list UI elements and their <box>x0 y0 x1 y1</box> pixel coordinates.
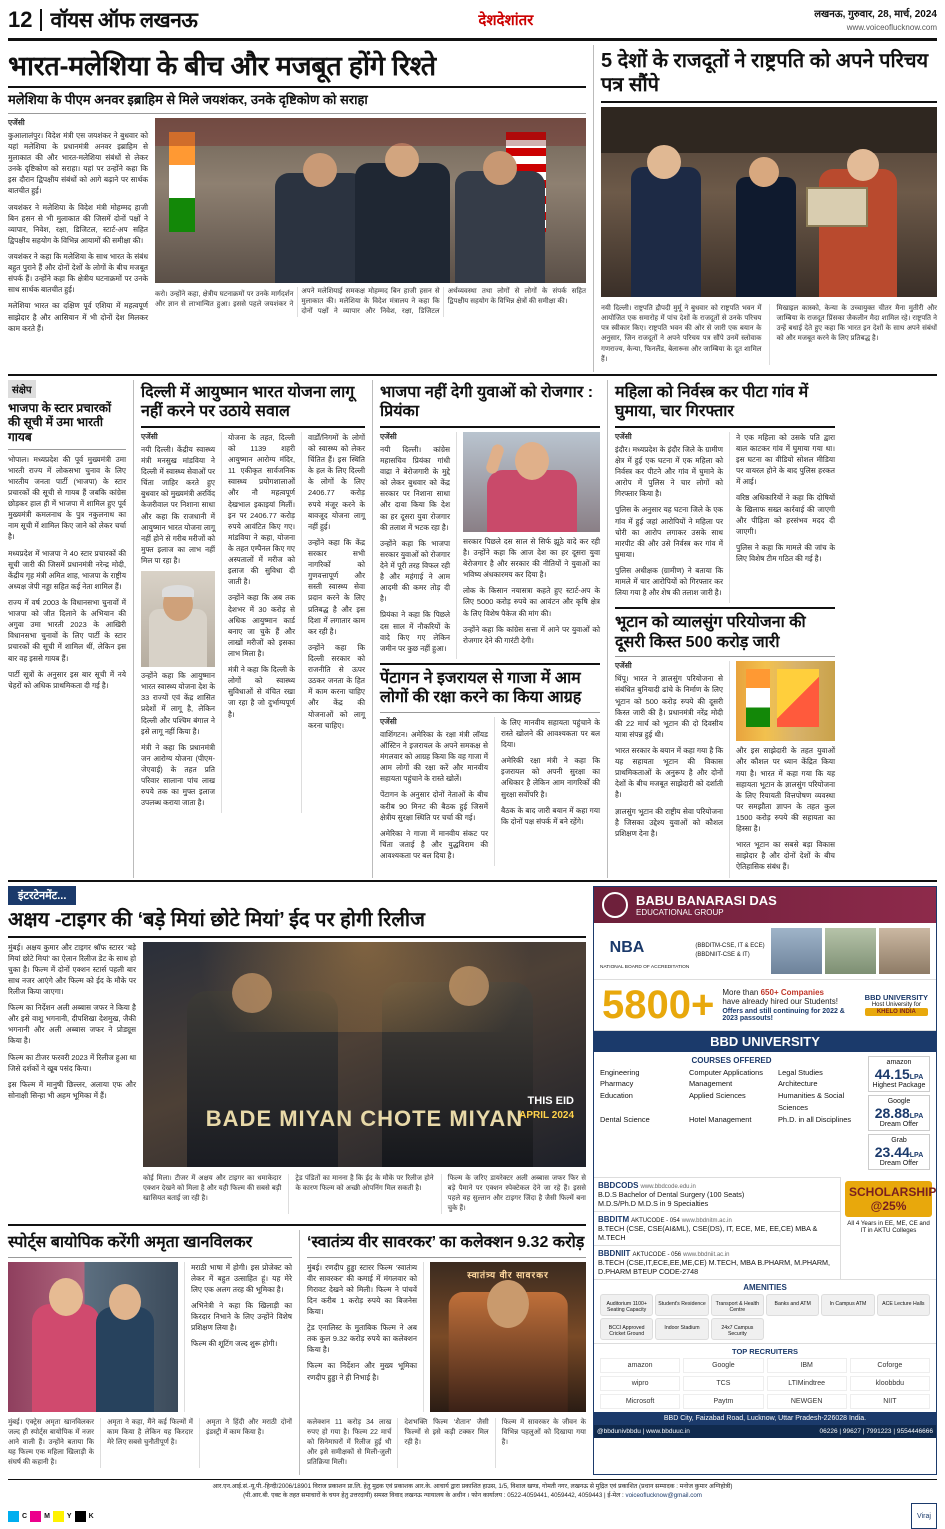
ad-university-name: BBD UNIVERSITY <box>864 993 928 1003</box>
movie-para-1: मुंबई। अक्षय कुमार और टाइगर श्रॉफ स्टारर ‘बड़े मियां छोटे मियां’ का ऐलान रिलीज डेट के साथ हो चुका है। फिल्म में दोनों एक्शन स्टार्स पहली बार साथ नजर आएंगे और फिल्म को ईद के मौके पर रिलीज किया जाएगा। <box>8 942 136 996</box>
program-line-1: AKTUCODE - 056 <box>632 1251 682 1258</box>
ayushman-headline: दिल्ली में आयुष्मान भारत योजना लागू नहीं करने पर उठाये सवाल <box>141 383 355 421</box>
ad-phone-numbers: 06226 | 99627 | 7991223 | 9554446666 <box>819 1427 933 1435</box>
movie-para-4: इस फिल्म में मानुषी छिल्लर, अलाया एफ और सोनाक्षी सिन्हा भी अहम भूमिका में हैं। <box>8 1079 136 1100</box>
sanksep-para-2: मध्यप्रदेश में भाजपा ने 40 स्टार प्रचारकों की सूची जारी की जिसमें प्रधानमंत्री नरेन्द्र मोदी, केंद्रीय गृह मंत्री अमित शाह, भाजपा के राष्ट्रीय अध्यक्ष जेपी नड्डा सहित कई नेता शामिल हैं। <box>8 548 126 591</box>
poster-release-date: APRIL 2024 <box>519 1109 574 1121</box>
priyanka-pentagon-column <box>372 380 600 878</box>
bhutan-para-2: भारत सरकार के बयान में कहा गया है कि यह सहायता भूटान की विकास प्राथमिकताओं के अनुरूप है और दोनों देशों के बीच मजबूत साझेदारी को दर्शाती है। <box>615 745 723 800</box>
ad-brand-sub: EDUCATIONAL GROUP <box>636 907 724 917</box>
cmyk-y: Y <box>66 1512 72 1520</box>
program-line-2: B.TECH (CSE,IT,ECE,EE,ME,CE) M.TECH, MBA B.PHARM, M.PHARM, D.PHARM BTEUP CODE-2748 <box>598 1257 831 1276</box>
lead-headline: भारत-मलेशिया के बीच और मजबूत होंगे रिश्ते <box>8 51 436 81</box>
savarkar-para-2: ट्रेड एनालिस्ट के मुताबिक फिल्म ने अब तक कुल 9.32 करोड़ रुपये का कलेक्शन किया है। <box>307 1323 417 1355</box>
course-item: Architecture <box>778 1079 818 1089</box>
women-para-3: पुलिस अधीक्षक (ग्रामीण) ने बताया कि मामले में चार आरोपियों को गिरफ्तार कर लिया गया है और शेष की तलाश जारी है। <box>615 565 723 598</box>
program-code: BBDNIIT <box>598 1248 631 1258</box>
president-caption-right: मिखाइल कास्को, केन्या के उच्चायुक्त चीतर मैना मुतीरी और जाम्बिया के राजदूत प्रिंसका जैकलीन मैदा शामिल रहे। राष्ट्रपति ने उन्हें बधाई देते हुए कहा कि भारत इन देशों के साथ अपने संबंधों को और मजबूत करने के लिए प्रतिबद्ध है। <box>769 304 938 365</box>
nba-sub: NATIONAL BOARD OF ACCREDITATION <box>600 965 690 971</box>
stat-company: Grab <box>891 1136 907 1144</box>
priyanka-col2-para-2: लोक के किसान नयासत्रा कहते हुए स्टार्ट-अप के लिए 5000 करोड़ रुपये का आवंटन और कृषि क्षेत्र के लिए विशेष पैकेज की मांग की। <box>463 586 600 618</box>
movie-para-3: फिल्म का टीजर फरवरी 2023 में रिलीज हुआ था जिसे दर्शकों ने खूब पसंद किया। <box>8 1052 136 1073</box>
priyanka-agency: एजेंसी <box>380 431 397 441</box>
amruta-para-2: अभिनेत्री ने कहा कि खिलाड़ी का किरदार निभाने के लिए उन्होंने विशेष प्रशिक्षण लिया है। <box>191 1300 292 1333</box>
sanksep-column <box>8 380 126 878</box>
ad-host-line: Host University for <box>871 1002 921 1009</box>
photo-mandaviya <box>141 571 215 667</box>
ad-brand-header <box>594 887 936 923</box>
stat-tag: Highest Package <box>872 1081 926 1089</box>
course-item: Humanities & Social Sciences <box>778 1091 845 1113</box>
movie-col2-para-2: ट्रेड पंडितों का मानना है कि ईद के मौके पर रिलीज होने के कारण फिल्म को अच्छी ओपनिंग मिल सकती है। <box>288 1174 433 1215</box>
masthead <box>8 6 937 41</box>
entertainment-tag: इंटरटेनमेंट... <box>8 886 76 905</box>
priyanka-para-2: उन्होंने कहा कि भाजपा सरकार युवाओं को रोजगार देने में पूरी तरह विफल रही है और महंगाई ने आम आदमी की कमर तोड़ दी है। <box>380 538 450 604</box>
ad-big-text-1: More than <box>722 987 759 997</box>
recruiter-logo: Microsoft <box>600 1394 680 1409</box>
amenities-title: AMENITIES <box>743 1282 787 1292</box>
movie-para-2: फिल्म का निर्देशन अली अब्बास जफर ने किया है और इसे वाशु भगनानी, दीपशिखा देशमुख, जैकी भगनानी और अली अब्बास जफर ने प्रोड्यूस किया है। <box>8 1003 136 1046</box>
scholarship-badge: SCHOLARSHIP @25% <box>845 1181 932 1217</box>
movie-col2-para-1: कोई मिला। टीजर में अक्षय और टाइगर का धमाकेदार एक्शन देखने को मिला है और यही फिल्म की सबसे बड़ी खासियत बताई जा रही है। <box>143 1174 282 1202</box>
program-line-1: AKTUCODE - 054 <box>631 1217 680 1224</box>
page-number: 12 <box>8 9 42 31</box>
course-item: Pharmacy <box>600 1079 634 1089</box>
ad-brand-name: BABU BANARASI DAS <box>636 892 777 908</box>
bhutan-col2-para-1: और इस साझेदारी के तहत युवाओं और कौशल पर ध्यान केंद्रित किया गया है। भारत में कहा गया कि यह सहायता भूटान के ज्ञालसुंग परियोजना के लिए रियायती वित्तपोषण व्यवस्था पर समझौता ज्ञापन के तहत कुल 1500 करोड़ रुपये की सहायता का हिस्सा है। <box>736 746 835 834</box>
bhutan-agency: एजेंसी <box>615 661 632 671</box>
stat-unit: LPA <box>909 1112 924 1120</box>
khelo-india-badge: KHELO INDIA <box>865 1008 928 1016</box>
lead-para-4: मलेशिया भारत का दक्षिण पूर्व एशिया में महत्वपूर्ण साझेदार है और आसियान में भी दोनों देश मिलकर काम करते हैं। <box>8 301 148 333</box>
amruta-col2-para-1: मुंबई। एक्ट्रेस अमृता खानविलकर जल्द ही स्पोर्ट्स बायोपिक में नजर आने वाली हैं। उन्होंने बताया कि यह फिल्म एक महिला खिलाड़ी के संघर्ष की कहानी है। <box>8 1418 94 1467</box>
recruiter-logo: LTIMindtree <box>767 1376 847 1391</box>
sanksep-para-4: पार्टी सूत्रों के अनुसार इस बार सूची में नये चेहरों को अधिक प्राथमिकता दी गई है। <box>8 669 126 690</box>
program-line-2: B.TECH (CSE, CSE(AI&ML), CSE(DS), IT, ECE, ME, EE,CE) MBA & M.TECH <box>598 1223 818 1242</box>
footer-line-2: (पी.आर.बी. एक्ट के तहत समाचारों के चयन हेतु उत्तरदायी) समस्त विवाद लखनऊ न्यायालय के अधीन । फोन कार्यालय : 0522-4059441, 4059442, 4059443 | ई-मेल : <box>243 1492 624 1500</box>
priyanka-col2-para-3: उन्होंने कहा कि कांग्रेस सत्ता में आने पर युवाओं को रोजगार देने की गारंटी देगी। <box>463 624 600 645</box>
stat-value: 23.44 <box>874 1143 910 1160</box>
lead-caption: करो। उन्होंने कहा, क्षेत्रीय घटनाक्रमों पर उनके मार्गदर्शन और ज्ञान से लाभान्वित हुआ। इससे पहले जयशंकर ने अपने मलेशियाई समकक्ष मोहम्मद बिन हाजी हसन से मुलाकात की। मलेशिया के विदेश मंत्रालय ने कहा कि दोनों पक्षों ने व्यापार और निवेश, रक्षा, डिजिटल अर्थव्यवस्था तथा लोगों से लोगों के संपर्क सहित द्विपक्षीय सहयोग के विभिन्न क्षेत्रों की समीक्षा की। <box>155 287 586 316</box>
movie-headline: अक्षय -टाइगर की ‘बड़े मियां छोटे मियां’ ईद पर होगी रिलीज <box>8 908 425 931</box>
women-headline: महिला को निर्वस्त्र कर पीटा गांव में घुमाया, चार गिरफ्तार <box>615 383 809 421</box>
president-headline: 5 देशों के राजदूतों ने राष्ट्रपति को अपने परिचय पत्र सौंपे <box>601 50 929 96</box>
amenity-item: 24x7 Campus Security <box>711 1318 764 1340</box>
cmyk-k: K <box>88 1512 94 1520</box>
photo-savarkar-poster: स्वातंत्र्य वीर सावरकर <box>430 1262 586 1412</box>
movie-col3-para-1: फिल्म के जरिए डायरेक्टर अली अब्बास जफर फिर से बड़े पैमाने पर एक्शन स्पेक्टेकल देने जा रहे हैं। इससे पहले वह सुल्तान और टाइगर जिंदा है जैसी फिल्में बना चुके हैं। <box>441 1174 586 1215</box>
cmyk-registration-marks <box>8 1511 94 1522</box>
photo-bhutan-flags <box>736 661 835 741</box>
savarkar-col2-para-2: देशभक्ति फिल्म ‘शैतान’ जैसी फिल्मों से इसे कड़ी टक्कर मिल रही है। <box>397 1418 488 1469</box>
amruta-para-1: मराठी भाषा में होगी। इस प्रोजेक्ट को लेकर में बहुत उत्साहित हूं। यह मेरे लिए एक अलग तरह की भूमिका है। <box>191 1262 292 1294</box>
india-flag-small <box>746 669 770 727</box>
recruiter-logo: Coforge <box>850 1358 930 1373</box>
section-label: देशदेशांतर <box>478 12 534 29</box>
publisher-logo: Viraj <box>911 1503 937 1529</box>
stat-company: amazon <box>886 1058 912 1066</box>
recruiter-logo: IBM <box>767 1358 847 1373</box>
poster-title: BADE MIYAN CHOTE MIYAN <box>205 1106 524 1132</box>
program-row <box>594 1211 840 1245</box>
stat-tag: Dream Offer <box>879 1159 919 1167</box>
cmyk-m: M <box>44 1512 50 1520</box>
courses-title: COURSES OFFERED <box>691 1055 772 1065</box>
ayushman-col2-para-2: उन्होंने कहा कि अब तक देशभर में 30 करोड़ से अधिक आयुष्मान कार्ड बनाए जा चुके हैं और लाखों मरीजों को इसका लाभ मिला है। <box>228 593 295 658</box>
program-code: BBDITM <box>598 1214 630 1224</box>
poster-bade-miyan-chote-miyan <box>143 942 586 1167</box>
bbd-advertisement[interactable] <box>593 886 937 1476</box>
women-para-1: इंदौर। मध्यप्रदेश के इंदौर जिले के ग्रामीण क्षेत्र में हुई एक घटना में एक महिला को निर्वस्त्र कर पीटने और गांव में घुमाने के आरोप में पुलिस ने चार लोगों को गिरफ्तार किया है। <box>615 444 723 499</box>
amruta-headline: स्पोर्ट्स बायोपिक करेंगी अमृता खानविलकर <box>8 1234 253 1252</box>
pentagon-col2-para-1: के लिए मानवीय सहायता पहुंचाने के रास्ते खोलने की आवश्यकता पर बल दिया। <box>501 717 600 750</box>
program-row <box>594 1245 840 1279</box>
program-site: www.bbdniit.ac.in <box>683 1251 730 1258</box>
program-code: BBDCODS <box>598 1180 639 1190</box>
priyanka-para-1: नयी दिल्ली। कांग्रेस महासचिव प्रियंका गांधी वाद्रा ने बेरोजगारी के मुद्दे को लेकर बुधवार को केंद्र सरकार पर निशाना साधा और दावा किया कि देश का हर दूसरा युवा रोजगार की तलाश में भटक रहा है। <box>380 444 450 532</box>
stat-value: 44.15 <box>874 1065 910 1082</box>
amruta-story <box>8 1230 292 1475</box>
women-col2-para-3: पुलिस ने कहा कि मामले की जांच के लिए विशेष टीम गठित की गई है। <box>736 542 835 563</box>
program-line-2: M.D.S/Ph.D M.D.S in 9 Specialties <box>598 1198 709 1208</box>
bhutan-para-3: ज्ञालसुंग भूटान की राष्ट्रीय सेवा परियोजना है जिसका उद्देश्य युवाओं को कौशल प्रशिक्षण देना है। <box>615 806 723 838</box>
priyanka-headline: भाजपा नहीं देगी युवाओं को रोजगार : प्रियंका <box>380 383 594 421</box>
course-item: Applied Sciences <box>689 1091 746 1101</box>
amruta-para-3: फिल्म की शूटिंग जल्द शुरू होगी। <box>191 1339 278 1349</box>
ayushman-col2-para-3: मंत्री ने कहा कि दिल्ली के लोगों को स्वास्थ्य सुविधाओं से वंचित रखा जा रहा है जो दुर्भाग्यपूर्ण है। <box>228 665 295 719</box>
ayushman-col3-para-2: उन्होंने कहा कि केंद्र सरकार सभी नागरिकों को गुणवत्तापूर्ण और सस्ती स्वास्थ्य सेवा प्रदान करने के लिए प्रतिबद्ध है और इस दिशा में लगातार काम कर रही है। <box>308 537 365 636</box>
cmyk-c: C <box>22 1512 28 1520</box>
photo-priyanka-gandhi <box>463 432 600 532</box>
campus-photo-2 <box>825 928 876 974</box>
women-col2-para-1: ने एक महिला को उसके पति द्वारा बाल काटकर गांव में घुमाया गया था। इस घटना का वीडियो सोशल मीडिया पर वायरल होने के बाद पुलिस हरकत में आई। <box>736 432 835 487</box>
program-line-1: B.D.S Bachelor of Dental Surgery (100 Seats) <box>598 1189 745 1199</box>
placement-stat <box>868 1056 930 1092</box>
stat-company: Google <box>887 1097 911 1105</box>
lead-para-3: जयशंकर ने कहा कि मलेशिया के साथ भारत के संबंध बहुत पुराने हैं और दोनों देशों के लोगों के बीच मजबूत संपर्क हैं। उन्होंने कहा कि क्षेत्रीय घटनाक्रमों पर उनके साथ सार्थक बातचीत हुई। <box>8 252 148 295</box>
sanksep-headline: भाजपा के स्टार प्रचारकों की सूची में उमा भारती गायब <box>8 400 112 445</box>
savarkar-col2-para-1: कलेक्शन 11 करोड़ 34 लाख रुपए हो गया है। फिल्म 22 मार्च को सिनेमाघरों में रिलीज हुई थी और इसे समीक्षकों से मिली-जुली प्रतिक्रिया मिली। <box>307 1418 392 1467</box>
campus-photo-3 <box>879 928 930 974</box>
bhutan-para-1: थिंपू। भारत ने ज्ञालसुंग परियोजना से संबंधित बुनियादी ढांचे के निर्माण के लिए भूटान को 500 करोड़ रुपये की दूसरी किस्त जारी की है। प्रधानमंत्री नरेंद्र मोदी की 22 मार्च को भूटान की दो दिवसीय यात्रा संपन्न हुई थी। <box>615 674 723 739</box>
course-item: Ph.D. in all Disciplines <box>778 1114 852 1124</box>
stat-tag: Dream Offer <box>879 1120 919 1128</box>
recruiter-logo: NIIT <box>850 1394 930 1409</box>
women-para-2: पुलिस के अनुसार यह घटना जिले के एक गांव में हुई जहां आरोपियों ने महिला पर चोरी का आरोप लगाकर उसके साथ मारपीट की और उसे निर्वस्त्र कर गांव में घुमाया। <box>615 505 723 559</box>
women-bhutan-column <box>607 380 835 878</box>
ad-university-banner: BBD UNIVERSITY <box>594 1031 936 1052</box>
ayushman-agency: एजेंसी <box>141 431 158 441</box>
amenity-item: Transport & Health Centre <box>711 1294 764 1316</box>
pentagon-para-2: पेंटागन के अनुसार दोनों नेताओं के बीच करीब 90 मिनट की बैठक हुई जिसमें क्षेत्रीय सुरक्षा स्थिति पर चर्चा की गई। <box>380 790 488 822</box>
section-title <box>197 10 814 30</box>
recruiter-logo: Paytm <box>683 1394 763 1409</box>
poster-release-label: THIS EID <box>527 1094 574 1107</box>
ad-social-bar[interactable] <box>594 1425 936 1438</box>
footer-email[interactable]: voiceoflucknow@gmail.com <box>625 1492 702 1500</box>
savarkar-headline: ‘स्वातंत्र्य वीर सावरकर’ का कलेक्शन 9.32 करोड़ <box>307 1234 585 1252</box>
sanksep-tag: संक्षेप <box>8 380 36 398</box>
bhutan-col2-para-2: भारत भूटान का सबसे बड़ा विकास साझेदार है और दोनों देशों के बीच ऐतिहासिक संबंध हैं। <box>736 840 835 872</box>
amenity-item: Auditorium 1100+ Seating Capacity <box>600 1294 653 1316</box>
amenity-item: Student's Residence <box>655 1294 708 1316</box>
ad-social-handles[interactable]: @bbdunivbbdu | www.bbduuc.in <box>597 1427 690 1435</box>
recruiter-logo: wipro <box>600 1376 680 1391</box>
course-item: Computer Applications <box>689 1067 763 1077</box>
women-col2-para-2: वरिष्ठ अधिकारियों ने कहा कि दोषियों के खिलाफ सख्त कार्रवाई की जाएगी और पीड़िता को हरसंभव मदद दी जाएगी। <box>736 493 835 536</box>
stat-value: 28.88 <box>874 1104 910 1121</box>
pentagon-para-1: वाशिंगटन। अमेरिका के रक्षा मंत्री लॉयड ऑस्टिन ने इजरायल के अपने समकक्ष से मंगलवार को आग्रह किया कि वह गाजा में आम लोगों की रक्षा करें और मानवीय सहायता पहुंचाने के रास्ते खोलें। <box>380 729 488 784</box>
website-url: www.voiceoflucknow.com <box>846 22 937 32</box>
pentagon-agency: एजेंसी <box>380 716 397 726</box>
recruiter-logo: amazon <box>600 1358 680 1373</box>
savarkar-para-3: फिल्म का निर्देशन और मुख्य भूमिका रणदीप हुड्डा ने ही निभाई है। <box>307 1361 417 1382</box>
pentagon-headline: पेंटागन ने इजरायल से गाजा में आम लोगों की रक्षा करने का किया आग्रह <box>380 669 582 707</box>
recruiter-logo: kloobbdu <box>850 1376 930 1391</box>
amenity-item: Banks and ATM <box>766 1294 819 1316</box>
photo-jaishankar-malaysia <box>155 118 586 283</box>
ad-companies-count: 650+ Companies <box>760 987 824 997</box>
bhutan-headline: भूटान को व्यालसुंग परियोजना की दूसरी किस्त 500 करोड़ जारी <box>615 614 806 651</box>
placement-stat <box>868 1134 930 1170</box>
ayushman-para-3: मंत्री ने कहा कि प्रधानमंत्री जन आरोग्य योजना (पीएम-जेएवाई) के तहत प्रति परिवार सालाना पांच लाख रुपये तक का मुफ्त इलाज उपलब्ध कराया जाता है। <box>141 742 215 808</box>
priyanka-col2-para-1: सरकार पिछले दस साल से सिर्फ झूठे वादे कर रही है। उन्होंने कहा कि आज देश का हर दूसरा युवा बेरोजगार है और सरकार की नीतियों ने युवाओं का भविष्य अंधकारमय कर दिया है। <box>463 536 600 580</box>
placement-stat <box>868 1095 930 1131</box>
women-agency: एजेंसी <box>615 431 632 441</box>
pentagon-col2-para-2: अमेरिकी रक्षा मंत्री ने कहा कि इजरायल को अपनी सुरक्षा का अधिकार है लेकिन आम नागरिकों की सुरक्षा सर्वोपरि है। <box>501 756 600 799</box>
lead-subhead: मलेशिया के पीएम अनवर इब्राहिम से मिले जयशंकर, उनके दृष्टिकोण को सराहा <box>8 92 368 108</box>
bbd-logo-icon <box>602 892 628 918</box>
ayushman-para-1: नयी दिल्ली। केंद्रीय स्वास्थ्य मंत्री मनसुख मांडविया ने दिल्ली में स्वास्थ्य सेवाओं पर चिंता जाहिर करते हुए बुधवार को मुख्यमंत्री अरविंद केजरीवाल पर निशाना साधा और कहा कि राजधानी में आयुष्मान भारत योजना लागू नहीं होने से गरीब मरीजों को मुफ्त इलाज का लाभ नहीं मिल पा रहा है। <box>141 444 215 565</box>
sanksep-para-3: राज्य में वर्ष 2003 के विधानसभा चुनावों में भाजपा को जीत दिलाने के अभियान की अगुवा उमा भारती 2023 के आखिरी विधानसभा चुनावों के लिए पार्टी के स्टार प्रचारकों की सूची में शामिल थीं, लेकिन इस बार वह इससे गायब हैं। <box>8 598 126 663</box>
program-site: www.bbdcode.edu.in <box>640 1183 696 1190</box>
course-item: Legal Studies <box>778 1067 823 1077</box>
savarkar-col2-para-3: फिल्म में सावरकर के जीवन के विभिन्न पहलुओं को दिखाया गया है। <box>495 1418 586 1469</box>
program-site: www.bbdnitm.ac.in <box>681 1217 732 1224</box>
paper-name: वॉयस ऑफ लखनऊ <box>50 9 198 32</box>
sanksep-para-1: भोपाल। मध्यप्रदेश की पूर्व मुख्यमंत्री उमा भारती राज्य में लोकसभा चुनाव के लिए भारतीय जनता पार्टी (भाजपा) के स्टार प्रचारकों की सूची से गायब हैं जबकि कांग्रेस छोड़कर हाल ही में भाजपा में शामिल हुए पूर्व मुख्यमंत्री कमलनाथ के पुत्र नकुलनाथ का नाम सूची में शामिल किए जाने को लेकर चर्चा है। <box>8 454 126 542</box>
lead-photo-block <box>155 118 586 339</box>
entertainment-section <box>8 886 586 1476</box>
amenity-item: Indoor Stadium <box>655 1318 708 1340</box>
recruiter-logo: Google <box>683 1358 763 1373</box>
amruta-col2-para-3: अमृता ने हिंदी और मराठी दोनों इंडस्ट्री में काम किया है। <box>199 1418 292 1469</box>
lead-para-1: कुआलालंपुर। विदेश मंत्री एस जयशंकर ने बुधवार को यहां मलेशिया के प्रधानमंत्री अनवर इब्राहिम से मुलाकात की और भारत-मलेशिया संबंधों से लेकर उनके दृष्टिकोण को सराहा। यहां पर उन्होंने कहा कि इस दौरान द्विपक्षीय संबंधों को आगे बढ़ाने पर सार्थक बातचीत हुई। <box>8 130 148 196</box>
amenity-item: In Campus ATM <box>821 1294 874 1316</box>
ad-address: BBD City, Faizabad Road, Lucknow, Uttar Pradesh-226028 India. <box>594 1412 936 1425</box>
savarkar-para-1: मुंबई। रणदीप हुड्डा स्टारर फिल्म ‘स्वातंत्र्य वीर सावरकर’ की कमाई में मंगलवार को गिरावट देखने को मिली। फिल्म ने पांचवें दिन करीब 1 करोड़ रुपये का बिजनेस किया। <box>307 1262 417 1317</box>
amenity-item: BCCI Approved Cricket Ground <box>600 1318 653 1340</box>
ad-offer-line: Offers and still continuing for 2022 & 2023 passouts! <box>722 1007 845 1022</box>
india-flag <box>169 132 195 232</box>
program-row <box>594 1177 840 1211</box>
amenity-item: ACE Lecture Halls <box>877 1294 930 1316</box>
savarkar-story <box>299 1230 586 1475</box>
ayushman-para-4: उन्होंने कहा कि दिल्ली सरकार को राजनीति से ऊपर उठकर जनता के हित में काम करना चाहिए और केंद्र की योजनाओं को लागू करना चाहिए। <box>308 642 365 730</box>
photo-president-credentials <box>601 107 937 297</box>
president-story <box>593 45 937 372</box>
placement-count: 5800+ <box>602 982 715 1027</box>
course-item: Dental Science <box>600 1114 650 1124</box>
course-item: Hotel Management <box>689 1114 752 1124</box>
stat-unit: LPA <box>909 1151 924 1159</box>
pentagon-col2-para-3: बैठक के बाद जारी बयान में कहा गया कि दोनों पक्ष संपर्क में बने रहेंगे। <box>501 805 600 826</box>
ayushman-col2-para-1: योजना के तहत, दिल्ली को 1139 शहरी आयुष्मान आरोग्य मंदिर, 11 एकीकृत सार्वजनिक स्वास्थ्य प्रयोगशालाओं और नौ महत्वपूर्ण देखभाल इकाइयां मिलीं। इन पर 2406.77 करोड़ रुपये आवंटित किए गए। मांडविया ने कहा, योजना के तहत एम्पैनल किए गए अस्पतालों में मरीज को इलाज की सुविधा दी जाती है। <box>228 432 295 587</box>
president-caption-left: नयी दिल्ली। राष्ट्रपति द्रौपदी मुर्मू ने बुधवार को राष्ट्रपति भवन में आयोजित एक समारोह में पांच देशों के राजदूतों से उनके परिचय पत्र स्वीकार किए। राष्ट्रपति भवन की ओर से जारी एक बयान के अनुसार, जिन राजदूतों ने अपने परिचय पत्र सौंपे उनमें स्लोवाक गणराज्य, केन्या, फिनलैंड, बेलारूस और जाम्बिया के दूत शामिल हैं। <box>601 305 762 363</box>
bhutan-flag <box>777 669 819 727</box>
ayushman-story <box>133 380 365 878</box>
recruiters-title: TOP RECRUITERS <box>732 1346 798 1356</box>
course-item: Management <box>689 1079 733 1089</box>
course-item: Engineering <box>600 1067 640 1077</box>
ad-big-text-3: have already hired our Students! <box>722 996 838 1006</box>
scholarship-sub: All 4 Years in EE, ME, CE and IT in AKTU Colleges <box>847 1219 930 1234</box>
footer-line-1: आर.एन.आई.सं.-यू.पी.-हिन्दी/2006/18901 विराज प्रकाशन प्रा.लि. हेतु मुद्रक एवं प्रकाशक आर.के. आचार्य द्वारा प्रकाशित हाउस, 1/5, विशाल खण्ड, गोमती नगर, लखनऊ से मुद्रित एवं प्रकाशित (प्रधान सम्पादक : मनोज कुमार अग्निहोत्री) <box>212 1483 733 1491</box>
ayushman-col3-para-1: वार्डों/निगमों के लोगों को स्वास्थ्य को लेकर चिंतित हैं। इस स्थिति के हल के लिए दिल्ली के लोगों के लिए 2406.77 करोड़ रुपये मंजूर करने के बावजूद योजना लागू नहीं हुई। <box>308 432 365 531</box>
amruta-col2-para-2: अमृता ने कहा, मैंने कई फिल्मों में काम किया है लेकिन यह किरदार मेरे लिए सबसे चुनौतीपूर्ण है। <box>100 1418 193 1469</box>
ayushman-para-2: उन्होंने कहा कि आयुष्मान भारत स्वास्थ्य योजना देश के 33 राज्यों एवं केंद्र शासित प्रदेशों में लागू है, लेकिन दिल्ली और पश्चिम बंगाल ने इसे लागू नहीं किया है। <box>141 671 215 736</box>
campus-photo-1 <box>771 928 822 974</box>
accred-line-2: (BBDNIIT-CSE & IT) <box>695 951 750 958</box>
stat-unit: LPA <box>909 1073 924 1081</box>
pentagon-para-3: अमेरिका ने गाजा में मानवीय संकट पर चिंता जताई है और युद्धविराम की आवश्यकता पर बल दिया है। <box>380 828 488 860</box>
nba-badge: NBA <box>600 931 654 965</box>
lead-text-col <box>8 118 148 339</box>
masthead-meta <box>814 7 937 34</box>
course-item: Education <box>600 1091 633 1101</box>
lead-story <box>8 45 586 372</box>
accred-line-1: (BBDITM-CSE, IT & ECE) <box>695 943 765 950</box>
recruiter-logo: TCS <box>683 1376 763 1391</box>
issue-date: लखनऊ, गुरुवार, 28, मार्च, 2024 <box>814 8 937 20</box>
lead-para-2: जयशंकर ने मलेशिया के विदेश मंत्री मोहम्मद हाजी बिन हसन से भी मुलाकात की जिसमें दोनों पक्षों ने व्यापार, निवेश, रक्षा, डिजिटल, स्टार्ट-अप सहित द्विपक्षीय सहयोग के विभिन्न आयामों की समीक्षा की। <box>8 202 148 245</box>
footer-legal <box>8 1479 937 1501</box>
recruiter-logo: NEWGEN <box>767 1394 847 1409</box>
photo-amruta-khanvilkar <box>8 1262 178 1412</box>
priyanka-para-3: प्रियंका ने कहा कि पिछले दस साल में नौकरियों के वादे किए गए लेकिन जमीन पर कुछ नहीं हुआ। <box>380 610 450 653</box>
agency-label: एजेंसी <box>8 117 25 127</box>
